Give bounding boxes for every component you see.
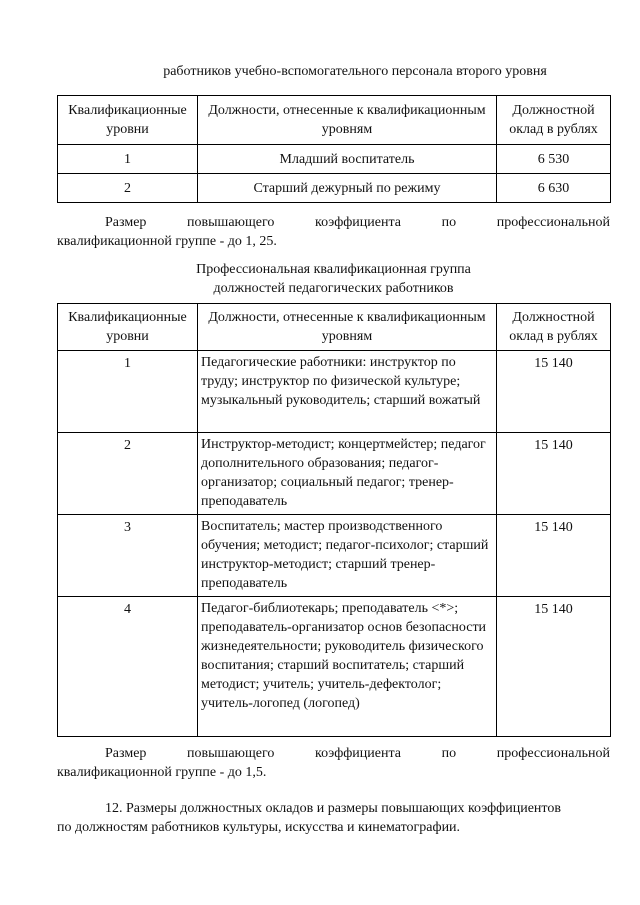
level-cell: 2 bbox=[58, 174, 198, 203]
level-cell: 1 bbox=[58, 145, 198, 174]
coefficient-note-2 bbox=[57, 744, 610, 782]
salary-cell: 6 630 bbox=[497, 174, 611, 203]
group-title-line-1: Профессиональная квалификационная группа bbox=[196, 262, 471, 277]
level-cell: 1 bbox=[58, 351, 198, 433]
section-heading bbox=[60, 62, 640, 81]
word: Размер bbox=[105, 746, 147, 761]
header-levels: Квалификационные уровни bbox=[58, 96, 198, 145]
table-row bbox=[58, 597, 611, 737]
word: повышающего bbox=[187, 746, 275, 761]
paragraph-12-line-2: по должностям работников культуры, искусства и кинематографии. bbox=[57, 820, 461, 835]
table-header-row bbox=[58, 304, 611, 351]
salary-cell: 6 530 bbox=[497, 145, 611, 174]
word: коэффициента bbox=[315, 215, 401, 230]
salary-table-1 bbox=[57, 95, 611, 203]
word: профессиональной bbox=[496, 746, 610, 761]
paragraph-12-line-1: 12. Размеры должностных окладов и размеры повышающих коэффициентов bbox=[105, 801, 561, 816]
group-title bbox=[57, 260, 610, 298]
level-cell: 2 bbox=[58, 433, 198, 515]
salary-table-2 bbox=[57, 303, 611, 737]
table-row bbox=[58, 433, 611, 515]
salary-cell: 15 140 bbox=[497, 433, 611, 515]
header-positions: Должности, отнесенные к квалификационным уровням bbox=[198, 304, 497, 351]
table-row bbox=[58, 145, 611, 174]
table-row bbox=[58, 174, 611, 203]
header-positions: Должности, отнесенные к квалификационным уровням bbox=[198, 96, 497, 145]
table-row bbox=[58, 515, 611, 597]
word: Размер bbox=[105, 215, 147, 230]
header-salary: Должностной оклад в рублях bbox=[497, 96, 611, 145]
table-row bbox=[58, 351, 611, 433]
position-cell: Старший дежурный по режиму bbox=[198, 174, 497, 203]
salary-cell: 15 140 bbox=[497, 515, 611, 597]
position-cell: Педагог-библиотекарь; преподаватель <*>; преподаватель-организатор основ безопасности жизнедеятельности; руководитель физического воспитания; старший воспитатель; старший методист; учитель; учитель-дефектолог; учитель-логопед (логопед) bbox=[198, 597, 497, 737]
header-salary: Должностной оклад в рублях bbox=[497, 304, 611, 351]
word: по bbox=[441, 215, 457, 230]
table-header-row bbox=[58, 96, 611, 145]
coefficient-line-1 bbox=[57, 213, 610, 232]
coefficient-line-1 bbox=[57, 744, 610, 763]
position-cell: Младший воспитатель bbox=[198, 145, 497, 174]
position-cell: Педагогические работники: инструктор по труду; инструктор по физической культуре; музыкальный руководитель; старший вожатый bbox=[198, 351, 497, 433]
section-heading-text: работников учебно-вспомогательного персонала второго уровня bbox=[163, 64, 547, 79]
level-cell: 4 bbox=[58, 597, 198, 737]
word: повышающего bbox=[187, 215, 275, 230]
coefficient-line-2: квалификационной группе - до 1, 25. bbox=[57, 234, 277, 249]
coefficient-note-1 bbox=[57, 213, 610, 251]
word: по bbox=[441, 746, 457, 761]
word: профессиональной bbox=[496, 215, 610, 230]
word: коэффициента bbox=[315, 746, 401, 761]
group-title-line-2: должностей педагогических работников bbox=[213, 281, 454, 296]
salary-cell: 15 140 bbox=[497, 351, 611, 433]
salary-cell: 15 140 bbox=[497, 597, 611, 737]
paragraph-12 bbox=[57, 799, 610, 837]
level-cell: 3 bbox=[58, 515, 198, 597]
header-levels: Квалификационные уровни bbox=[58, 304, 198, 351]
position-cell: Воспитатель; мастер производственного обучения; методист; педагог-психолог; старший инструктор-методист; старший тренер-преподаватель bbox=[198, 515, 497, 597]
position-cell: Инструктор-методист; концертмейстер; педагог дополнительного образования; педагог-организатор; социальный педагог; тренер-преподаватель bbox=[198, 433, 497, 515]
coefficient-line-2: квалификационной группе - до 1,5. bbox=[57, 765, 267, 780]
